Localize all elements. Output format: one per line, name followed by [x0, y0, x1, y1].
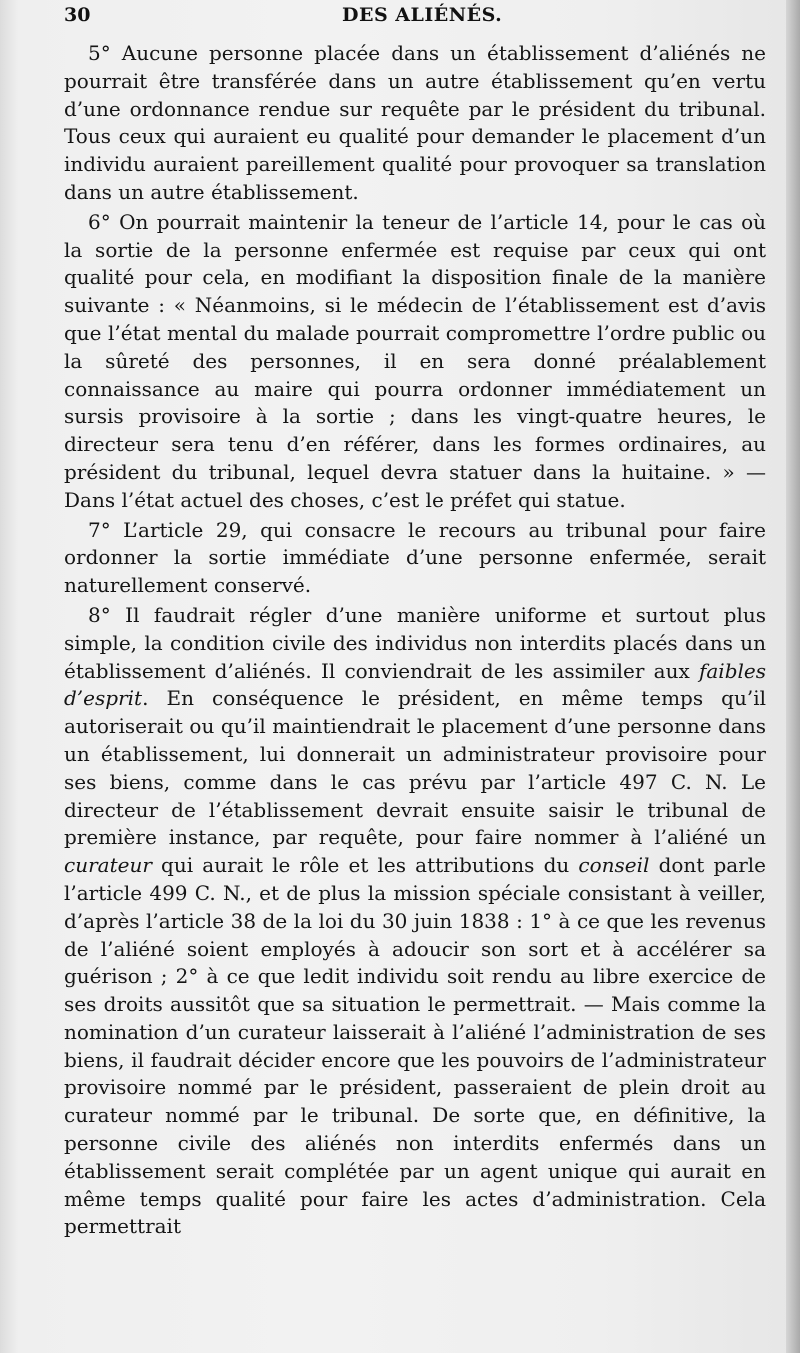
paragraph-5 — [64, 40, 766, 207]
paragraph-6 — [64, 209, 766, 515]
paragraph-7 — [64, 517, 766, 600]
italic-conseil: conseil — [578, 853, 650, 878]
italic-curateur: curateur — [64, 853, 152, 878]
body-text — [64, 40, 766, 1241]
paragraph-7-text: 7° L’article 29, qui consacre le recours au tribunal pour faire ordonner la sortie immédiate d’une personne enfermée, serait naturellement conservé. — [64, 517, 766, 598]
paragraph-8 — [64, 602, 766, 1241]
paragraph-8-text-d: dont parle l’article 499 C. N., et de plus la mission spéciale consistant à veiller, d’après l’article 38 de la loi du 30 juin 1838 : 1° à ce que les revenus de l’aliéné soient employés à adoucir son sort et à accélérer sa guérison ; 2° à ce que ledit individu soit rendu au libre exercice de ses droits aussitôt que sa situation le permettrait. — Mais comme la nomination d’un curateur laisserait à l’aliéné l’administration de ses biens, il faudrait décider encore que les pouvoirs de l’administrateur provisoire nommé par le président, passeraient de plein droit au curateur nommé par le tribunal. De sorte que, en définitive, la personne civile des aliénés non interdits enfermés dans un établissement serait complétée par un agent unique qui aurait en même temps qualité pour faire les actes d’administration. Cela permettrait — [64, 853, 766, 1239]
paragraph-6-text: 6° On pourrait maintenir la teneur de l’article 14, pour le cas où la sortie de la personne enfermée est requise par ceux qui ont qualité pour cela, en modifiant la disposition finale de la manière suivante : « Néanmoins, si le médecin de l’établissement est d’avis que l’état mental du malade pourrait compromettre l’ordre public ou la sûreté des personnes, il en sera donné préalablement connaissance au maire qui pourra ordonner immédiatement un sursis provisoire à la sortie ; dans les vingt-quatre heures, le directeur sera tenu d’en référer, dans les formes ordinaires, au président du tribunal, lequel devra statuer dans la huitaine. » — Dans l’état actuel des choses, c’est le préfet qui statue. — [64, 209, 766, 512]
paragraph-8-text-c: qui aurait le rôle et les attributions du — [151, 853, 579, 878]
page-number: 30 — [64, 4, 91, 26]
paragraph-8-text-b: . En conséquence le président, en même temps qu’il autoriserait ou qu’il maintiendrait le placement d’une personne dans un établissement, lui donnerait un administrateur provisoire pour ses biens, comme dans le cas prévu par l’article 497 C. N. Le directeur de l’établissement devrait ensuite saisir le tribunal de première instance, par requête, pour faire nommer à l’aliéné un — [64, 686, 766, 850]
page-gutter-shadow — [786, 0, 800, 1353]
paragraph-5-text: 5° Aucune personne placée dans un établissement d’aliénés ne pourrait être transférée dans un autre établissement qu’en vertu d’une ordonnance rendue sur requête par le président du tribunal. Tous ceux qui auraient eu qualité pour demander le placement d’un individu auraient pareillement qualité pour provoquer sa translation dans un autre établissement. — [64, 41, 766, 204]
page-header — [64, 4, 764, 30]
italic-faibles-d-esprit: faibles d’esprit — [64, 658, 766, 711]
paragraph-8-text-a: 8° Il faudrait régler d’une manière uniforme et surtout plus simple, la condition civile des individus non interdits placés dans un établissement d’aliénés. Il conviendrait de les assimiler aux — [64, 602, 766, 683]
running-head: DES ALIÉNÉS. — [342, 4, 503, 26]
